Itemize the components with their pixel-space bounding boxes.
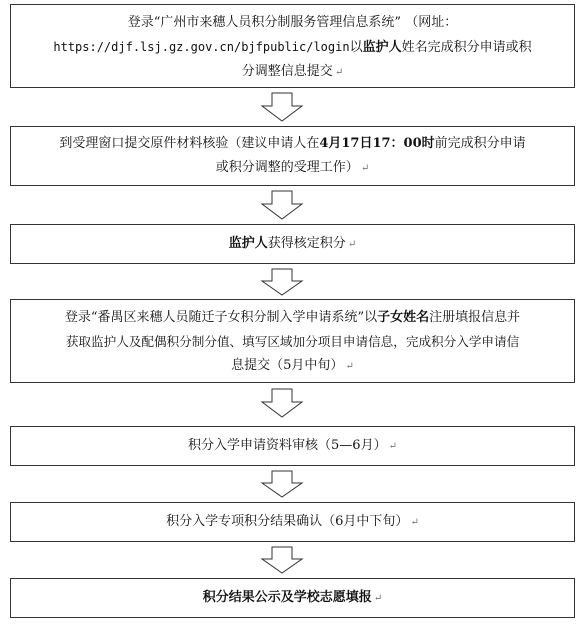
step-3-line-1: 监护人获得核定积分 ↵ xyxy=(228,236,357,251)
down-arrow-icon xyxy=(260,546,304,574)
step-2-box xyxy=(10,126,575,186)
step-1-line-2: https://djf.lsj.gz.gov.cn/bjfpublic/login以监护人姓名完成积分申请或积 xyxy=(53,40,532,55)
step-4-box xyxy=(10,299,575,383)
step-5-box xyxy=(10,426,575,466)
down-arrow-icon xyxy=(260,388,304,418)
down-arrow-icon xyxy=(260,268,304,296)
step-3-box xyxy=(10,224,575,264)
step-1-line-1: 登录“广州市来穗人员积分制服务管理信息系统” （网址： xyxy=(127,15,458,30)
step-4-line-3: 息提交（5月中旬） ↵ xyxy=(231,358,354,373)
step-6-line-1: 积分入学专项积分结果确认（6月中下旬） ↵ xyxy=(166,514,419,529)
step-7-line-1: 积分结果公示及学校志愿填报 ↵ xyxy=(202,590,383,605)
paragraph-mark-icon: ↵ xyxy=(410,517,419,528)
paragraph-mark-icon: ↵ xyxy=(360,163,370,174)
paragraph-mark-icon: ↵ xyxy=(347,239,357,250)
step-1-box xyxy=(10,4,575,88)
paragraph-mark-icon: ↵ xyxy=(345,361,354,372)
paragraph-mark-icon: ↵ xyxy=(388,441,397,452)
step-5-line-1: 积分入学申请资料审核（5—6月） ↵ xyxy=(188,438,397,453)
down-arrow-icon xyxy=(260,190,304,220)
paragraph-mark-icon: ↵ xyxy=(373,593,383,604)
step-6-box xyxy=(10,502,575,542)
step-2-line-1: 到受理窗口提交原件材料核验（建议申请人在4月17日17：00时前完成积分申请 xyxy=(59,136,526,151)
down-arrow-icon xyxy=(260,470,304,498)
step-2-line-2: 或积分调整的受理工作） ↵ xyxy=(215,160,370,175)
step-4-line-1: 登录“番禺区来穗人员随迁子女积分制入学申请系统”以子女姓名注册填报信息并 xyxy=(64,310,521,325)
system-url: https://djf.lsj.gz.gov.cn/bjfpublic/login xyxy=(53,40,350,54)
paragraph-mark-icon: ↵ xyxy=(334,67,344,78)
step-4-line-2: 获取监护人及配偶积分制分值、填写区域加分项目申请信息，完成积分入学申请信 xyxy=(65,334,520,349)
step-7-box xyxy=(10,578,575,618)
step-1-line-3: 分调整信息提交 ↵ xyxy=(241,64,344,79)
down-arrow-icon xyxy=(260,92,304,122)
